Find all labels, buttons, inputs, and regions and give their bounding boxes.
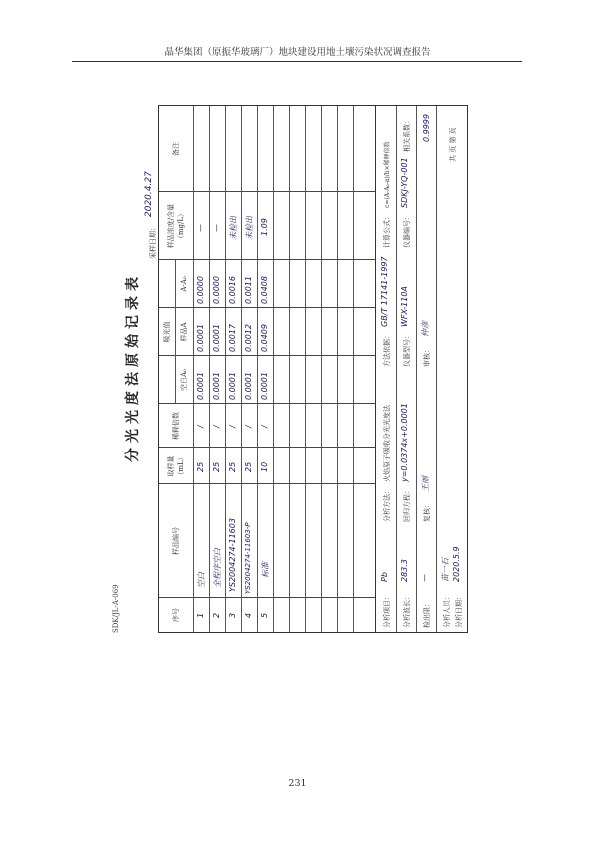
- row-seq: 1: [196, 612, 205, 618]
- instrument-model-value: WFX-110A: [400, 286, 409, 327]
- header-sample-id: 样品编号: [172, 527, 180, 555]
- wavelength-value: 283.3: [400, 559, 409, 582]
- row-rule: [241, 106, 242, 632]
- row-conc: 未检出: [229, 216, 238, 240]
- row-sample: 0.0012: [244, 324, 253, 352]
- method-label: 分析方法：: [383, 487, 391, 522]
- row-dilution: /: [260, 425, 269, 428]
- row-dilution: /: [244, 425, 253, 428]
- page-number: 231: [288, 778, 307, 789]
- footer-rule: [396, 106, 397, 632]
- instrument-label: 仪器编号：: [403, 213, 411, 248]
- header-rule-bottom: [193, 106, 194, 632]
- record-table: [158, 105, 376, 633]
- row-rule: [321, 106, 322, 632]
- corr-label: 相关系数：: [403, 117, 411, 152]
- col-divider: [159, 191, 375, 192]
- curve-value: y=0.0374x+0.0001: [400, 403, 409, 482]
- form-title: 分光光度法原始记录表: [125, 272, 141, 462]
- std-label: 方法依据：: [383, 332, 391, 367]
- header-sub-rule: [175, 260, 176, 404]
- analyst-signature: 苗一石: [441, 558, 450, 582]
- det-limit-label: 检出限：: [423, 600, 431, 628]
- row-conc: 未检出: [245, 216, 254, 240]
- sample-date-value: 2020.4.27: [144, 171, 154, 217]
- row-sample: 0.0001: [212, 324, 221, 352]
- row-sample: 0.0001: [196, 324, 205, 352]
- row-blank: 0.0001: [228, 372, 237, 400]
- analysis-item-value: Pb: [380, 572, 389, 582]
- row-sample-id: 标准: [261, 562, 270, 578]
- row-blank: 0.0001: [212, 372, 221, 400]
- row-conc: —: [196, 224, 205, 232]
- auditor-signature: 仲彦: [421, 321, 430, 337]
- instrument-model-label: 仪器型号：: [403, 332, 411, 367]
- row-rule: [353, 106, 354, 632]
- row-rule: [337, 106, 338, 632]
- method-value: 火焰原子吸收分光光度法: [383, 405, 391, 482]
- row-volume: 10: [260, 461, 269, 472]
- row-sample: 0.0017: [228, 324, 237, 352]
- sample-date-label: 采样日期：: [149, 224, 157, 259]
- header-absorbance: 吸光值: [163, 321, 171, 343]
- form-footer: [376, 105, 468, 633]
- row-seq: 4: [244, 612, 253, 618]
- col-divider: [159, 259, 375, 260]
- row-volume: 25: [244, 461, 253, 472]
- analysis-item-label: 分析项目：: [383, 593, 391, 628]
- row-dilution: /: [196, 425, 205, 428]
- header-concentration: 样品浓度/含量（mg/L）: [167, 203, 185, 249]
- row-sample: 0.0409: [260, 324, 269, 352]
- row-dilution: /: [212, 425, 221, 428]
- reviewer-label: 复核：: [423, 501, 431, 522]
- row-blank: 0.0001: [260, 372, 269, 400]
- row-sample-id: 空白: [197, 572, 206, 588]
- col-divider: [159, 403, 375, 404]
- wavelength-label: 分析波长：: [403, 593, 411, 628]
- reviewer-signature: 王丽: [421, 476, 430, 492]
- row-diff: 0.0000: [196, 276, 205, 304]
- analyst-label: 分析人员：: [443, 593, 451, 628]
- row-seq: 2: [212, 612, 221, 618]
- corr-value: 0.9999: [422, 114, 431, 142]
- instrument-value: SDKJ-YQ-001: [400, 157, 409, 208]
- header-rule: [72, 61, 522, 62]
- analysis-date-value: 2020.5.9: [452, 546, 461, 582]
- row-diff: 0.0000: [212, 276, 221, 304]
- row-rule: [225, 106, 226, 632]
- row-rule: [289, 106, 290, 632]
- col-divider: [159, 307, 375, 308]
- det-limit-value: —: [420, 574, 429, 582]
- row-conc: 1.09: [260, 218, 269, 236]
- row-blank: 0.0001: [196, 372, 205, 400]
- row-sample-id: YS2004274-11603-P: [244, 522, 252, 594]
- row-conc: —: [212, 224, 221, 232]
- footer-rule: [416, 106, 417, 632]
- row-dilution: /: [228, 425, 237, 428]
- footer-rule: [436, 106, 437, 632]
- col-divider: [159, 447, 375, 448]
- col-divider: [159, 483, 375, 484]
- col-divider: [159, 597, 375, 598]
- header-blank: 空白A₀: [180, 369, 188, 391]
- row-diff: 0.0408: [260, 276, 269, 304]
- row-sample-id: 全程序空白: [213, 548, 222, 588]
- row-volume: 25: [212, 461, 221, 472]
- row-rule: [273, 106, 274, 632]
- scanned-form: [108, 97, 503, 637]
- calc-value: c=(A-A₀-a)/b×稀释倍数: [384, 141, 391, 208]
- row-volume: 25: [196, 461, 205, 472]
- page-count-label: 共 页 第 页: [449, 127, 457, 162]
- row-sample-id: YS2004274-11603: [228, 518, 237, 592]
- row-rule: [257, 106, 258, 632]
- std-value: GB/T 17141-1997: [380, 256, 389, 327]
- row-seq: 3: [228, 612, 237, 618]
- row-rule: [305, 106, 306, 632]
- row-rule: [209, 106, 210, 632]
- row-diff: 0.0011: [244, 276, 253, 304]
- header-remark: 备注: [172, 142, 180, 156]
- header-diff: A-A₀: [180, 276, 188, 292]
- col-divider: [159, 355, 375, 356]
- header-dilution: 稀释倍数: [172, 412, 180, 440]
- header-sample: 样品A: [180, 322, 188, 342]
- row-diff: 0.0016: [228, 276, 237, 304]
- header-volume: 取样量（mL）: [167, 453, 185, 479]
- curve-label: 回归方程：: [403, 487, 411, 522]
- calc-label: 计算公式：: [383, 213, 391, 248]
- row-blank: 0.0001: [244, 372, 253, 400]
- auditor-label: 审核：: [423, 346, 431, 367]
- header-seq: 序号: [172, 608, 180, 622]
- row-seq: 5: [260, 612, 269, 618]
- rotated-form: [108, 97, 503, 637]
- row-volume: 25: [228, 461, 237, 472]
- form-code: SDK/JL-A-069: [112, 584, 120, 633]
- analysis-date-label: 分析日期：: [455, 593, 463, 628]
- page-header: 晶华集团（原振华玻璃厂）地块建设用地土壤污染状况调查报告: [164, 47, 431, 58]
